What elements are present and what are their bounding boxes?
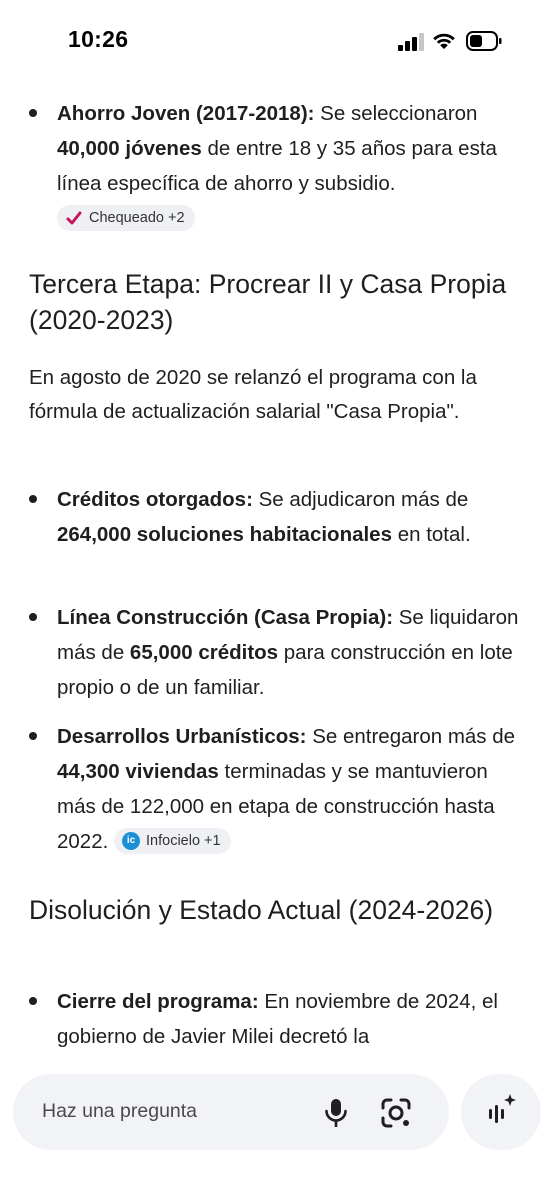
source-chip-label: Infocielo +1 — [146, 832, 221, 849]
wifi-icon — [432, 32, 456, 50]
item-text: Se adjudicaron más de — [252, 488, 469, 511]
ask-input-placeholder: Haz una pregunta — [42, 1100, 198, 1122]
ask-input[interactable] — [13, 1074, 449, 1150]
item-highlight: 65,000 créditos — [129, 641, 279, 664]
bullet-dot — [29, 495, 37, 503]
source-chip-infocielo[interactable] — [114, 828, 231, 854]
item-title: Cierre del programa: — [57, 990, 259, 1013]
paragraph-tercera-etapa: En agosto de 2020 se relanzó el programa con la fórmula de actualización salarial "Casa Propia". — [29, 366, 477, 423]
bullet-dot — [29, 732, 37, 740]
status-bar — [0, 0, 554, 84]
section-heading-disolucion: Disolución y Estado Actual (2024-2026) — [29, 895, 494, 925]
chequeado-logo-icon — [65, 209, 83, 227]
item-title: Línea Construcción (Casa Propia): — [57, 606, 394, 629]
source-chip-label: Chequeado +2 — [89, 209, 185, 226]
item-highlight: 44,300 viviendas — [57, 760, 219, 783]
item-text: en total. — [392, 523, 471, 546]
bottom-input-bar — [0, 1060, 554, 1200]
item-highlight: 264,000 soluciones habitacionales — [57, 523, 392, 546]
list-item-text — [57, 719, 527, 859]
bullet-dot — [29, 997, 37, 1005]
item-text: Se liquidaron más de — [57, 606, 519, 664]
bullet-dot — [29, 613, 37, 621]
item-title: Créditos otorgados: — [57, 488, 253, 511]
section-heading-tercera-etapa: Tercera Etapa: Procrear II y Casa Propia (2020-2023) — [29, 269, 507, 335]
battery-icon — [466, 31, 502, 51]
infocielo-logo-icon: ic — [122, 832, 140, 850]
item-text: de entre 18 y 35 años para esta línea específica de ahorro y subsidio. — [57, 137, 497, 195]
item-text: Se seleccionaron — [314, 102, 478, 125]
source-chip-chequeado[interactable] — [57, 205, 195, 231]
list-item-text — [57, 96, 527, 236]
camera-lens-icon[interactable] — [377, 1094, 415, 1132]
item-text: terminadas y se mantuvieron más de 122,000 en etapa de construcción hasta 2022. — [57, 760, 495, 853]
item-title: Desarrollos Urbanísticos: — [57, 725, 307, 748]
item-title: Ahorro Joven (2017-2018): — [57, 102, 315, 125]
bullet-dot — [29, 109, 37, 117]
item-text: Se entregaron más de — [306, 725, 516, 748]
list-item-text — [57, 482, 527, 552]
item-text: para construcción en lote propio o de un familiar. — [57, 641, 513, 699]
microphone-icon[interactable] — [319, 1096, 353, 1130]
list-item-text — [57, 600, 527, 705]
live-mode-button[interactable] — [461, 1074, 541, 1150]
item-text: En noviembre de 2024, el gobierno de Javier Milei decretó la — [57, 990, 498, 1048]
cellular-signal-icon — [398, 33, 424, 51]
item-highlight: 40,000 jóvenes — [57, 137, 202, 160]
list-item-text — [57, 984, 527, 1054]
live-sparkle-icon — [483, 1092, 519, 1132]
status-time: 10:26 — [68, 26, 129, 52]
